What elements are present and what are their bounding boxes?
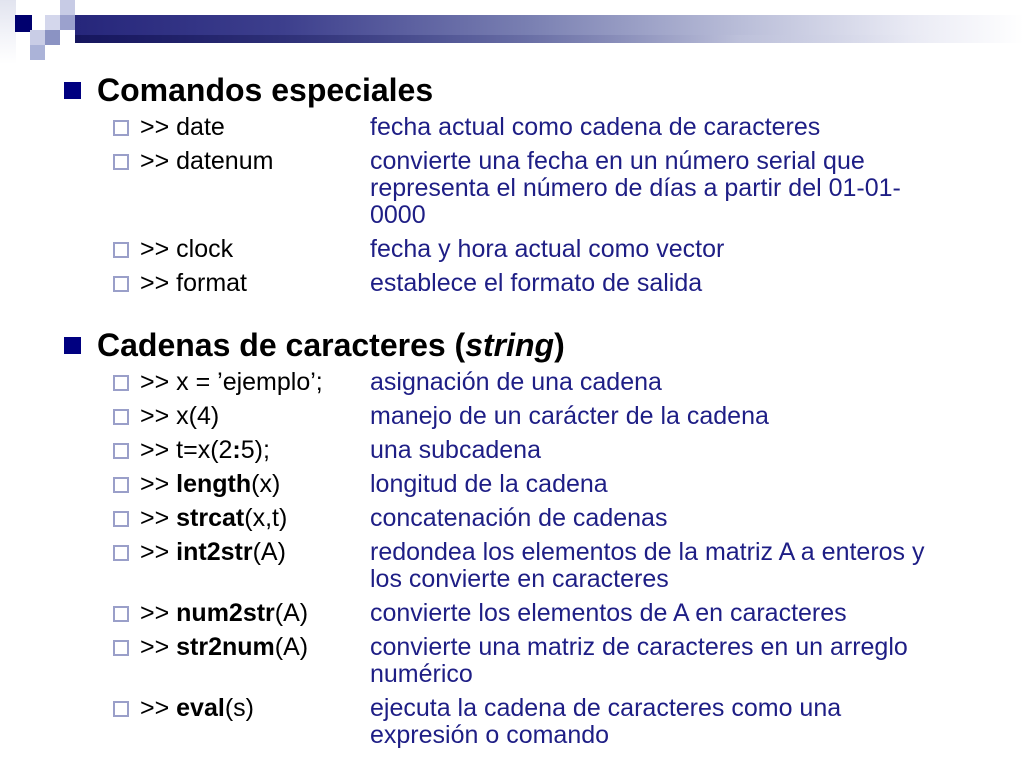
command-list-item	[113, 148, 976, 229]
command-list-item	[113, 236, 976, 263]
text-segment: >>	[140, 504, 177, 532]
bullet-open-square-icon	[113, 409, 129, 425]
text-segment: >>	[140, 694, 177, 722]
text-segment: str2num	[176, 633, 275, 661]
decor-square	[45, 30, 60, 45]
command-list-item	[113, 695, 976, 749]
section-1	[64, 327, 976, 749]
text-segment: length	[176, 470, 252, 498]
bullet-open-square-icon	[113, 701, 129, 717]
description-text: manejo de un carácter de la cadena	[370, 402, 769, 430]
description-text: longitud de la cadena	[370, 470, 608, 498]
bullet-open-square-icon	[113, 120, 129, 136]
bullet-open-square-icon	[113, 375, 129, 391]
text-segment: (A)	[274, 599, 309, 627]
text-segment: >> clock	[140, 235, 234, 263]
text-segment: Comandos especiales	[97, 72, 434, 108]
section-0	[64, 72, 976, 297]
text-segment: (x)	[251, 470, 281, 498]
text-segment: 5);	[240, 436, 270, 464]
text-segment: >>	[140, 538, 177, 566]
command-list-item	[113, 600, 976, 627]
command-list-item	[113, 114, 976, 141]
header-bar	[75, 15, 1024, 43]
description-text: redondea los elementos de la matriz A a enteros y los convierte en caracteres	[370, 538, 925, 593]
description-text: ejecuta la cadena de caracteres como una expresión o comando	[370, 694, 842, 749]
command-text	[140, 114, 370, 141]
corner-gradient-strip	[0, 0, 16, 64]
section-title-row	[64, 72, 976, 108]
text-segment: >>	[140, 633, 177, 661]
command-text	[140, 634, 370, 688]
text-segment: >> x = ’ejemplo’;	[140, 368, 323, 396]
command-text	[140, 539, 370, 593]
command-list-item	[113, 634, 976, 688]
text-segment: (A)	[274, 633, 309, 661]
command-text	[140, 270, 370, 297]
text-segment: num2str	[176, 599, 275, 627]
command-text	[140, 369, 370, 396]
bullet-open-square-icon	[113, 443, 129, 459]
command-text	[140, 148, 370, 229]
command-text	[140, 236, 370, 263]
text-segment: >> x(4)	[140, 402, 220, 430]
text-segment: >> datenum	[140, 147, 274, 175]
command-list-item	[113, 437, 976, 464]
description-text: fecha actual como cadena de caracteres	[370, 113, 821, 141]
decor-square	[60, 15, 75, 30]
text-segment: :	[232, 436, 241, 464]
text-segment: (x,t)	[244, 504, 288, 532]
decor-square	[45, 15, 60, 30]
bullet-open-square-icon	[113, 545, 129, 561]
decor-square	[30, 45, 45, 60]
text-segment: >> t=x(2	[140, 436, 233, 464]
bullet-open-square-icon	[113, 276, 129, 292]
description-text: asignación de una cadena	[370, 368, 662, 396]
bullet-open-square-icon	[113, 154, 129, 170]
text-segment: )	[554, 327, 565, 363]
command-text	[140, 505, 370, 532]
bullet-square-icon	[64, 337, 81, 354]
bullet-open-square-icon	[113, 242, 129, 258]
section-title-row	[64, 327, 976, 363]
text-segment: >>	[140, 599, 177, 627]
description-text: convierte una fecha en un número serial que representa el número de días a partir del 01-01-0000	[370, 147, 901, 229]
text-segment: (A)	[252, 538, 286, 566]
command-list-item	[113, 539, 976, 593]
decor-square	[60, 0, 75, 15]
text-segment: Cadenas de caracteres (	[97, 327, 466, 363]
text-segment: (s)	[224, 694, 254, 722]
command-list-item	[113, 471, 976, 498]
command-list-item	[113, 369, 976, 396]
text-segment: >> date	[140, 113, 225, 141]
section-title	[97, 327, 565, 363]
command-text	[140, 403, 370, 430]
command-text	[140, 695, 370, 749]
command-text	[140, 600, 370, 627]
description-text: convierte una matriz de caracteres en un arreglo numérico	[370, 633, 908, 688]
command-list-item	[113, 270, 976, 297]
header-bar-bottom-strip	[75, 35, 1024, 43]
command-text	[140, 471, 370, 498]
text-segment: string	[465, 327, 555, 363]
bullet-open-square-icon	[113, 606, 129, 622]
bullet-open-square-icon	[113, 477, 129, 493]
description-text: establece el formato de salida	[370, 269, 703, 297]
text-segment: strcat	[176, 504, 245, 532]
command-text	[140, 437, 370, 464]
text-segment: >>	[140, 470, 177, 498]
command-list-item	[113, 403, 976, 430]
description-text: convierte los elementos de A en caracteres	[370, 599, 847, 627]
text-segment: int2str	[176, 538, 253, 566]
slide-content	[64, 72, 976, 756]
description-text: una subcadena	[370, 436, 541, 464]
description-text: fecha y hora actual como vector	[370, 235, 725, 263]
bullet-open-square-icon	[113, 640, 129, 656]
bullet-square-icon	[64, 82, 81, 99]
command-list-item	[113, 505, 976, 532]
text-segment: >> format	[140, 269, 247, 297]
bullet-open-square-icon	[113, 511, 129, 527]
description-text: concatenación de cadenas	[370, 504, 668, 532]
text-segment: eval	[176, 694, 225, 722]
section-title	[97, 72, 433, 108]
decor-square	[30, 30, 45, 45]
